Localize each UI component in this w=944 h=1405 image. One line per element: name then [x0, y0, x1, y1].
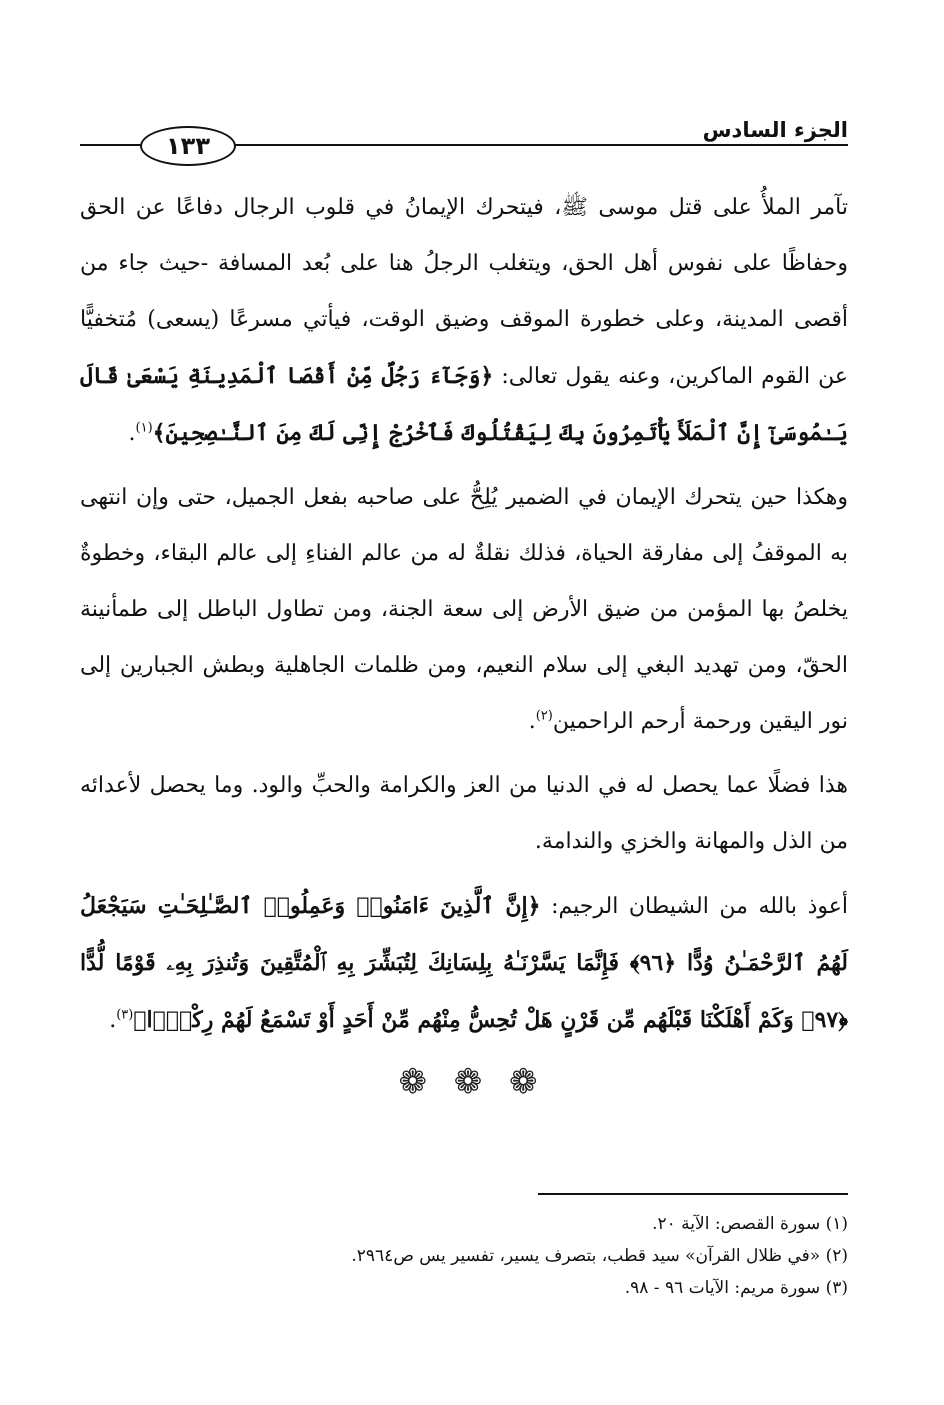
page-header: [80, 110, 848, 170]
paragraph: [80, 878, 848, 1049]
paragraph: [80, 180, 848, 462]
footnote: (٣) سورة مريم: الآيات ٩٦ - ٩٨.: [624, 1278, 848, 1298]
footnote: (١) سورة القصص: الآية ٢٠.: [652, 1214, 848, 1234]
paragraph-text: .: [109, 1008, 117, 1033]
paragraph-text: تآمر الملأُ على قتل موسى ﷺ، فيتحرك الإيمانُ في قلوب الرجال دفاعًا عن الحق وحفاظًا على نفوس أهل الحق، ويتغلب الرجلُ هنا على بُعد المسافة -حيث جاء من أقصى المدينة، وعلى خطورة الموقف وضيق الوقت، فيأتي مسرعًا (يسعى) مُتخفيًّا عن القوم الماكرين، وعنه يقول تعالى:: [80, 195, 848, 389]
quran-verse: ﴿وَجَآءَ رَجُلٌ مِّنْ أَقْصَا ٱلْمَدِينَةِ يَسْعَىٰ قَالَ يَـٰمُوسَىٰٓ إِنَّ ٱلْمَلَأَ يَأْتَمِرُونَ بِكَ لِيَقْتُلُوكَ فَٱخْرُجْ إِنِّى لَكَ مِنَ ٱلنَّـٰصِحِينَ﴾: [80, 363, 848, 446]
paragraph-text: .: [528, 709, 536, 734]
footnote-rule: [538, 1193, 848, 1195]
paragraph-text: هذا فضلًا عما يحصل له في الدنيا من العز والكرامة والحبِّ والود. وما يحصل لأعدائه من الذل والمهانة والخزي والندامة.: [80, 773, 848, 854]
body-text: [80, 180, 848, 1057]
part-title: الجزء السادس: [702, 118, 848, 142]
page-number: ١٣٣: [140, 126, 236, 166]
header-rule-left: [80, 144, 142, 146]
footnote-marker: (٣): [116, 1007, 134, 1023]
quran-verse: ﴿إِنَّ ٱلَّذِينَ ءَامَنُوا۟ وَعَمِلُوا۟ ٱلصَّـٰلِحَـٰتِ سَيَجْعَلُ لَهُمُ ٱلرَّحْمَـٰنُ وُدًّا ﴿٩٦﴾ فَإِنَّمَا يَسَّرْنَـٰهُ بِلِسَانِكَ لِتُبَشِّرَ بِهِ ٱلْمُتَّقِينَ وَتُنذِرَ بِهِۦ قَوْمًا لُّدًّا ﴿٩٧﴾ وَكَمْ أَهْلَكْنَا قَبْلَهُم مِّن قَرْنٍ هَلْ تُحِسُّ مِنْهُم مِّنْ أَحَدٍ أَوْ تَسْمَعُ لَهُمْ رِكْزًۢا﴾: [80, 893, 848, 1033]
footnote-marker: (٢): [535, 708, 553, 724]
footnotes: [80, 1208, 848, 1304]
paragraph-text: وهكذا حين يتحرك الإيمان في الضمير يُلِحُّ على صاحبه بفعل الجميل، حتى وإن انتهى به الموقفُ إلى مفارقة الحياة، فذلك نقلةٌ له من عالم الفناءِ إلى عالم البقاء، وخطوةٌ يخلصُ بها المؤمن من ضيق الأرض إلى سعة الجنة، ومن تطاول الباطل إلى طمأنينة الحقّ، ومن تهديد البغي إلى سلام النعيم، ومن ظلمات الجاهلية وبطش الجبارين إلى نور اليقين ورحمة أرحم الراحمين: [80, 485, 848, 734]
paragraph-text: .: [128, 421, 136, 446]
header-rule-right: [230, 144, 848, 146]
section-separator-ornament: ❁ ❁ ❁: [398, 1062, 546, 1102]
footnote-marker: (١): [135, 420, 153, 436]
footnote: (٢) «في ظلال القرآن» سيد قطب، بتصرف يسير، تفسير يس ص٢٩٦٤.: [351, 1246, 848, 1266]
paragraph-text: أعوذ بالله من الشيطان الرجيم:: [540, 894, 848, 919]
paragraph: [80, 470, 848, 750]
paragraph: [80, 758, 848, 870]
